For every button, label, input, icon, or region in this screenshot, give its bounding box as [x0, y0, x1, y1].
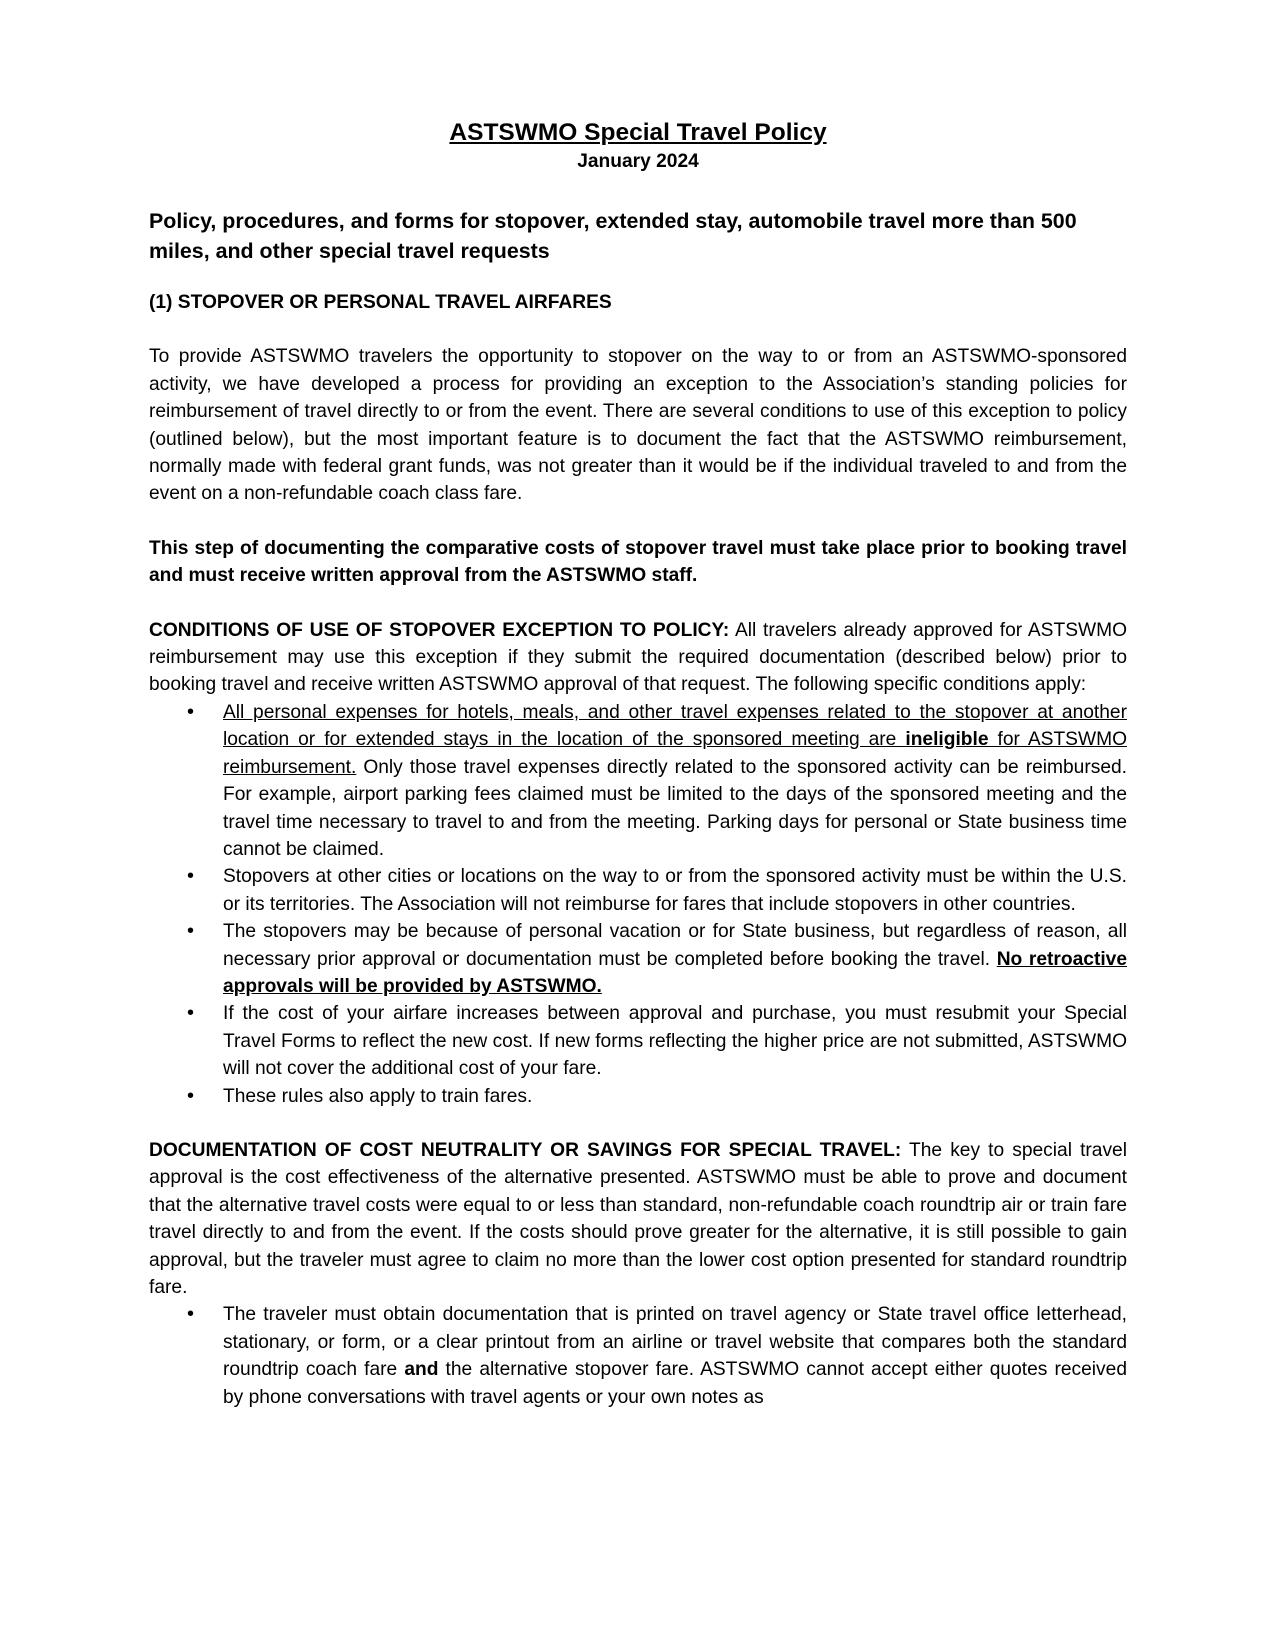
document-title: ASTSWMO Special Travel Policy: [449, 119, 827, 146]
underlined-text: All personal expenses for hotels, meals, and other travel expenses related to the stopover at another location or for extended stays in the location of the sponsored meeting are: [223, 701, 1127, 751]
list-item: • Stopovers at other cities or locations on the way to or from the sponsored activity must be within the U.S. or its territories. The Association will not reimburse for fares that include stopovers in other countries.: [223, 863, 1127, 918]
list-item-text-end: the alternative stopover fare. ASTSWMO cannot accept either quotes received by phone conversations with travel agents or your own notes as: [223, 1359, 1127, 1408]
documentation-text: The key to special travel approval is the cost effectiveness of the alternative presented. ASTSWMO must be able to prove and document that the alternative travel costs were equal to or less than standard, non-refundable coach roundtrip air or train fare travel directly to and from the event. If the costs should prove greater for the alternative, it is still possible to gain approval, but the traveler must agree to claim no more than the lower cost option presented for standard roundtrip fare.: [149, 1139, 1127, 1298]
document-date: January 2024: [577, 151, 699, 172]
list-item: • These rules also apply to train fares.: [223, 1083, 1127, 1110]
list-item-text: The stopovers may be because of personal vacation or for State business, but regardless of reason, all necessary prior approval or documentation must be completed before booking the travel.: [223, 921, 1127, 970]
conditions-list: [149, 699, 1127, 1110]
documentation-list: [149, 1301, 1127, 1411]
ineligible-emphasis: ineligible: [905, 729, 989, 751]
documentation-paragraph: [149, 1137, 1127, 1301]
list-item-text: Only those travel expenses directly related to the sponsored activity can be reimbursed. For example, airport parking fees claimed must be limited to the days of the sponsored meeting and the travel time necessary to travel to and from the meeting. Parking days for personal or State business time cannot be claimed.: [223, 756, 1127, 860]
and-emphasis: and: [404, 1359, 439, 1381]
list-item-text: The traveler must obtain documentation that is printed on travel agency or State travel office letterhead, stationary, or form, or a clear printout from an airline or travel website that compares both the standard roundtrip coach fare: [223, 1304, 1127, 1381]
document-subheading: Policy, procedures, and forms for stopover, extended stay, automobile travel more than 500 miles, and other special travel requests: [149, 209, 1077, 263]
conditions-text: All travelers already approved for ASTSWMO reimbursement may use this exception if they submit the required documentation (described below) prior to booking travel and receive written ASTSWMO approval of that request. The following specific conditions apply:: [149, 619, 1128, 696]
list-item: [223, 918, 1127, 1000]
underlined-text-end: for ASTSWMO reimbursement.: [223, 729, 1127, 778]
intro-paragraph: To provide ASTSWMO travelers the opportunity to stopover on the way to or from an ASTSWMO-sponsored activity, we have developed a process for providing an exception to the Association’s standing policies for reimbursement of travel directly to or from the event. There are several conditions to use of this exception to policy (outlined below), but the most important feature is to document the fact that the ASTSWMO reimbursement, normally made with federal grant funds, was not greater than it would be if the individual traveled to and from the event on a non-refundable coach class fare.: [149, 346, 1127, 505]
no-retroactive-emphasis: No retroactive approvals will be provided by ASTSWMO.: [223, 948, 1128, 997]
conditions-lead: CONDITIONS OF USE OF STOPOVER EXCEPTION TO POLICY:: [149, 619, 730, 641]
documentation-lead: DOCUMENTATION OF COST NEUTRALITY OR SAVINGS FOR SPECIAL TRAVEL:: [149, 1139, 902, 1161]
approval-notice: This step of documenting the comparative costs of stopover travel must take place prior to booking travel and must receive written approval from the ASTSWMO staff.: [149, 537, 1127, 587]
section-1-heading: (1) STOPOVER OR PERSONAL TRAVEL AIRFARES: [149, 292, 612, 313]
list-item: [223, 1301, 1127, 1411]
list-item: [223, 699, 1127, 863]
list-item: • If the cost of your airfare increases between approval and purchase, you must resubmit your Special Travel Forms to reflect the new cost. If new forms reflecting the higher price are not submitted, ASTSWMO will not cover the additional cost of your fare.: [223, 1000, 1127, 1082]
conditions-paragraph: [149, 617, 1127, 699]
